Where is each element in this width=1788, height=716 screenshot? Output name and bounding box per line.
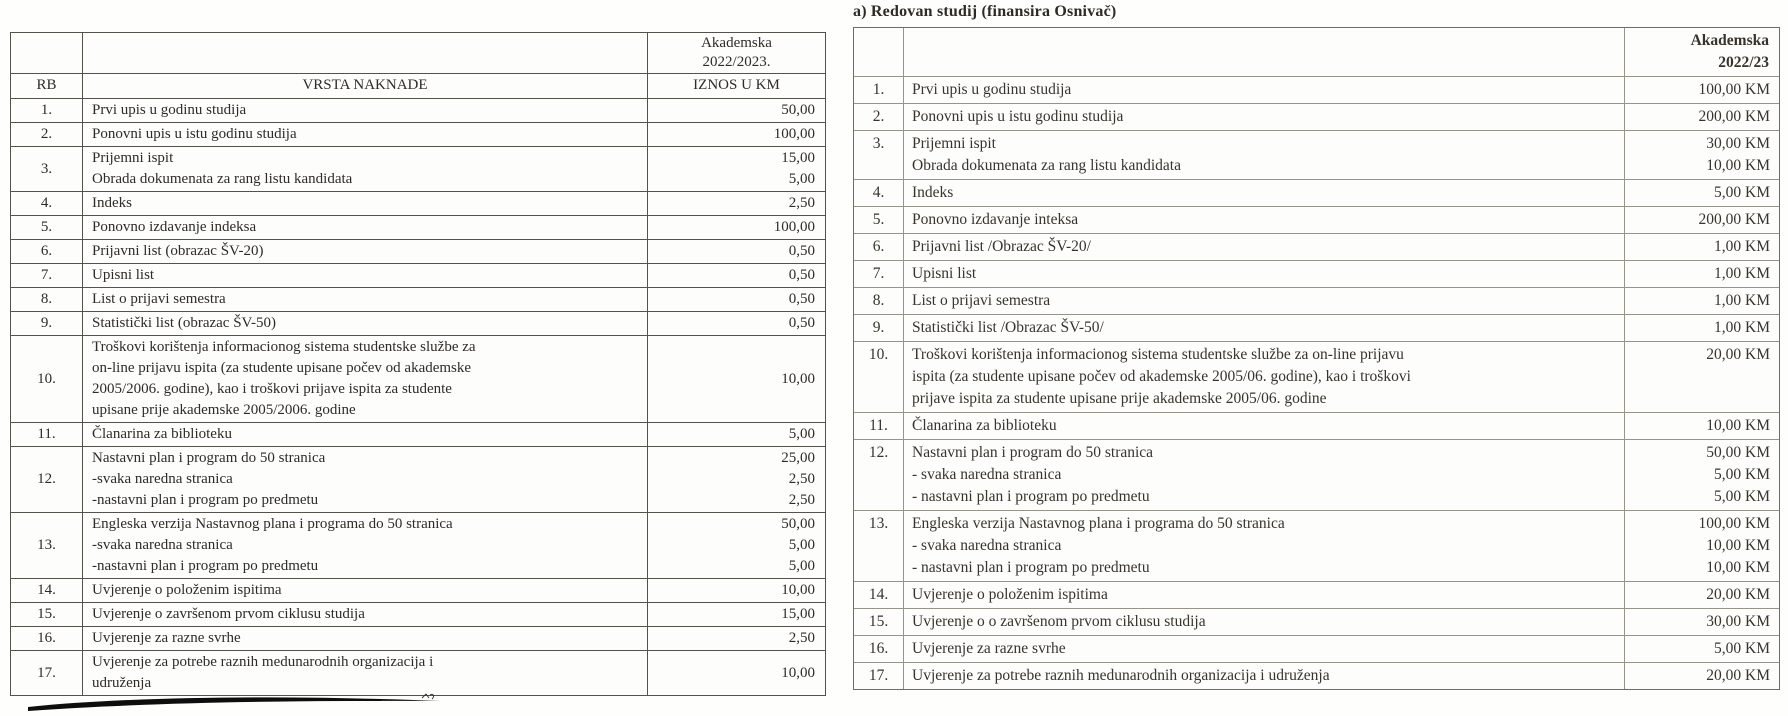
row-number-cell: 7. — [854, 261, 904, 287]
fee-type-line: Ponovno izdavanje indeksa — [92, 219, 257, 235]
fee-type-line: 2005/2006. godine), kao i troškovi prijave ispita za studente — [92, 381, 452, 397]
fee-type-cell — [83, 603, 648, 626]
row-number-cell: 4. — [11, 192, 83, 215]
fee-type-cell — [904, 636, 1625, 662]
table-row — [11, 627, 825, 651]
row-number-cell: 2. — [11, 123, 83, 146]
table-row — [11, 336, 825, 423]
row-number-cell: 16. — [11, 627, 83, 650]
amount-cell — [1625, 440, 1779, 510]
fee-type-line: udruženja — [92, 675, 152, 691]
fee-type-cell — [904, 511, 1625, 581]
table-row — [854, 636, 1779, 663]
amount-line: 30,00 KM — [1706, 135, 1770, 152]
amount-line: 10,00 KM — [1706, 537, 1770, 554]
amount-cell — [648, 216, 825, 239]
amount-cell — [648, 336, 825, 422]
fee-type-cell — [904, 104, 1625, 130]
row-number-cell: 17. — [854, 663, 904, 689]
amount-line: 5,00 KM — [1714, 488, 1770, 505]
amount-cell — [648, 240, 825, 263]
fee-type-cell — [904, 440, 1625, 510]
row-number-cell: 16. — [854, 636, 904, 662]
fee-type-line: Uvjerenje za razne svrhe — [912, 640, 1066, 657]
amount-cell — [1625, 234, 1779, 260]
row-number-cell: 3. — [854, 131, 904, 179]
table-row — [854, 234, 1779, 261]
fee-type-line: Prvi upis u godinu studija — [92, 102, 247, 118]
amount-cell — [1625, 413, 1779, 439]
table-row — [854, 261, 1779, 288]
fee-type-cell — [83, 336, 648, 422]
fee-type-line: List o prijavi semestra — [92, 291, 226, 307]
amount-line: 15,00 — [781, 606, 815, 622]
fee-type-line: Engleska verzija Nastavnog plana i programa do 50 stranica — [912, 515, 1285, 532]
amount-cell — [648, 264, 825, 287]
fee-type-cell — [83, 99, 648, 122]
fee-type-line: ispita (za studente upisane počev od akademske 2005/06. godine), kao i troškovi — [912, 368, 1411, 385]
amount-cell — [648, 99, 825, 122]
empty-header-cell — [854, 28, 904, 76]
fee-type-cell — [83, 627, 648, 650]
amount-cell — [1625, 342, 1779, 412]
amount-line: 50,00 KM — [1706, 444, 1770, 461]
amount-cell — [1625, 180, 1779, 206]
fee-table-right — [853, 27, 1780, 690]
fee-type-cell — [904, 261, 1625, 287]
amount-line: 100,00 — [773, 219, 815, 235]
row-number-cell: 13. — [854, 511, 904, 581]
table-row — [11, 312, 825, 336]
fee-type-line: Prijavni list (obrazac ŠV-20) — [92, 243, 264, 259]
amount-line: 1,00 KM — [1714, 319, 1770, 336]
row-number-cell: 15. — [11, 603, 83, 626]
amount-line: 25,00 — [781, 450, 815, 466]
fee-type-line: Indeks — [912, 184, 954, 201]
amount-line: 200,00 KM — [1698, 211, 1770, 228]
fee-type-cell — [83, 423, 648, 446]
table-row — [11, 216, 825, 240]
amount-line: 5,00 KM — [1714, 184, 1770, 201]
amount-line: 2,50 — [788, 630, 815, 646]
row-number-cell: 6. — [11, 240, 83, 263]
table-row — [854, 413, 1779, 440]
amount-line: 5,00 — [788, 558, 815, 574]
academic-year-line2: 2022/23 — [1718, 54, 1769, 71]
fee-type-line: Troškovi korištenja informacionog sistema studentske službe za on-line prijavu — [912, 346, 1404, 363]
amount-cell — [648, 447, 825, 512]
table-row — [11, 147, 825, 192]
amount-line: 50,00 — [781, 516, 815, 532]
amount-cell — [648, 147, 825, 191]
fee-type-line: Članarina za biblioteku — [912, 417, 1057, 434]
amount-line: 5,00 KM — [1714, 640, 1770, 657]
fee-type-line: Uvjerenje za razne svrhe — [92, 630, 241, 646]
amount-line: 0,50 — [788, 243, 815, 259]
amount-cell — [648, 579, 825, 602]
amount-line: 2,50 — [788, 195, 815, 211]
scan-artifact-swoosh — [24, 692, 454, 714]
amount-line: 30,00 KM — [1706, 613, 1770, 630]
amount-cell — [1625, 288, 1779, 314]
fee-table-left — [10, 32, 826, 696]
row-number-cell: 14. — [11, 579, 83, 602]
amount-line: 10,00 — [781, 582, 815, 598]
amount-line: 10,00 — [781, 370, 815, 387]
left-table-header-year-row — [11, 33, 825, 74]
fee-type-line: List o prijavi semestra — [912, 292, 1051, 309]
row-number-cell: 8. — [854, 288, 904, 314]
row-number-cell: 12. — [854, 440, 904, 510]
amount-cell — [1625, 636, 1779, 662]
fee-type-cell — [904, 234, 1625, 260]
table-row — [11, 123, 825, 147]
row-number-cell: 7. — [11, 264, 83, 287]
table-row — [854, 609, 1779, 636]
row-number-cell: 17. — [11, 651, 83, 695]
amount-cell — [1625, 663, 1779, 689]
row-number-cell: 9. — [11, 312, 83, 335]
fee-type-line: Prijemni ispit — [92, 150, 174, 166]
amount-line: 10,00 — [781, 664, 815, 681]
amount-line: 2,50 — [788, 492, 815, 508]
amount-cell — [648, 627, 825, 650]
amount-cell — [1625, 261, 1779, 287]
row-number-cell: 15. — [854, 609, 904, 635]
amount-line: 5,00 KM — [1714, 466, 1770, 483]
fee-type-cell — [83, 192, 648, 215]
table-row — [854, 207, 1779, 234]
amount-line: 0,50 — [788, 267, 815, 283]
right-table-header-row — [854, 28, 1779, 77]
amount-cell — [1625, 104, 1779, 130]
fee-type-cell — [83, 447, 648, 512]
fee-type-line: Upisni list — [92, 267, 155, 283]
fee-type-line: - nastavni plan i program po predmetu — [912, 559, 1150, 576]
amount-line: 20,00 KM — [1706, 346, 1770, 363]
row-number-cell: 8. — [11, 288, 83, 311]
fee-type-line: -nastavni plan i program po predmetu — [92, 558, 319, 574]
amount-line: 50,00 — [781, 102, 815, 118]
table-row — [854, 342, 1779, 413]
row-number-cell: 10. — [854, 342, 904, 412]
amount-cell — [1625, 207, 1779, 233]
amount-cell — [1625, 511, 1779, 581]
column-header-rb: RB — [11, 74, 83, 98]
fee-type-line: on-line prijavu ispita (za studente upisane počev od akademske — [92, 360, 472, 376]
left-table-header-row — [11, 74, 825, 99]
fee-type-line: Uvjerenje o završenom prvom ciklusu studija — [92, 606, 365, 622]
amount-cell — [648, 123, 825, 146]
amount-line: 0,50 — [788, 291, 815, 307]
amount-line: 20,00 KM — [1706, 667, 1770, 684]
row-number-cell: 13. — [11, 513, 83, 578]
fee-type-line: - svaka naredna stranica — [912, 466, 1062, 483]
fee-type-line: prijave ispita za studente upisane prije akademske 2005/06. godine — [912, 390, 1327, 407]
fee-type-line: upisane prije akademske 2005/2006. godine — [92, 402, 356, 418]
amount-line: 100,00 KM — [1698, 81, 1770, 98]
fee-type-cell — [904, 582, 1625, 608]
row-number-cell: 11. — [11, 423, 83, 446]
empty-header-cell — [83, 33, 648, 73]
left-table-body — [11, 99, 825, 695]
amount-line: 15,00 — [781, 150, 815, 166]
fee-type-cell — [83, 513, 648, 578]
academic-year-header — [648, 33, 825, 73]
fee-type-line: - svaka naredna stranica — [912, 537, 1062, 554]
amount-line: 100,00 — [773, 126, 815, 142]
table-row — [11, 192, 825, 216]
row-number-cell: 10. — [11, 336, 83, 422]
fee-type-cell — [904, 180, 1625, 206]
amount-line: 10,00 KM — [1706, 157, 1770, 174]
fee-type-cell — [83, 240, 648, 263]
empty-header-cell — [904, 28, 1625, 76]
amount-cell — [1625, 609, 1779, 635]
row-number-cell: 1. — [854, 77, 904, 103]
fee-type-line: Članarina za biblioteku — [92, 426, 232, 442]
fee-type-cell — [904, 77, 1625, 103]
fee-type-cell — [83, 312, 648, 335]
table-row — [11, 240, 825, 264]
table-row — [11, 513, 825, 579]
fee-type-cell — [904, 207, 1625, 233]
amount-cell — [1625, 77, 1779, 103]
fee-type-cell — [83, 288, 648, 311]
fee-type-line: -nastavni plan i program po predmetu — [92, 492, 319, 508]
fee-type-line: Prijavni list /Obrazac ŠV-20/ — [912, 238, 1091, 255]
table-row — [11, 603, 825, 627]
amount-cell — [648, 651, 825, 695]
row-number-cell: 4. — [854, 180, 904, 206]
right-table-body — [854, 77, 1779, 689]
column-header-amount: IZNOS U KM — [693, 77, 780, 93]
fee-type-cell — [83, 123, 648, 146]
empty-header-cell — [11, 33, 83, 73]
fee-type-line: Nastavni plan i program do 50 stranica — [912, 444, 1154, 461]
column-header-fee-type: VRSTA NAKNADE — [83, 74, 648, 98]
amount-line: 0,50 — [788, 315, 815, 331]
table-row — [11, 423, 825, 447]
fee-type-cell — [904, 342, 1625, 412]
table-row — [854, 131, 1779, 180]
amount-line: 5,00 — [788, 426, 815, 442]
fee-type-line: Obrada dokumenata za rang listu kandidata — [92, 171, 353, 187]
table-row — [11, 447, 825, 513]
table-row — [854, 663, 1779, 689]
row-number-cell: 1. — [11, 99, 83, 122]
fee-type-line: Statistički list /Obrazac ŠV-50/ — [912, 319, 1104, 336]
fee-type-cell — [904, 315, 1625, 341]
row-number-cell: 11. — [854, 413, 904, 439]
fee-type-line: - nastavni plan i program po predmetu — [912, 488, 1150, 505]
table-row — [11, 579, 825, 603]
row-number-cell: 5. — [11, 216, 83, 239]
table-row — [854, 180, 1779, 207]
amount-cell — [1625, 131, 1779, 179]
fee-type-line: Prijemni ispit — [912, 135, 996, 152]
table-row — [854, 440, 1779, 511]
row-number-cell: 9. — [854, 315, 904, 341]
fee-type-line: Ponovni upis u istu godinu studija — [912, 108, 1124, 125]
fee-type-line: Troškovi korištenja informacionog sistema studentske službe za — [92, 339, 476, 355]
amount-line: 10,00 KM — [1706, 417, 1770, 434]
fee-type-cell — [83, 147, 648, 191]
amount-line: 1,00 KM — [1714, 292, 1770, 309]
row-number-cell: 14. — [854, 582, 904, 608]
row-number-cell: 2. — [854, 104, 904, 130]
right-table-title: a) Redovan studij (finansira Osnivač) — [853, 3, 1117, 20]
fee-type-line: Uvjerenje o položenim ispitima — [92, 582, 282, 598]
table-row — [11, 288, 825, 312]
amount-line: 5,00 — [788, 171, 815, 187]
amount-line: 10,00 KM — [1706, 559, 1770, 576]
amount-cell — [1625, 315, 1779, 341]
table-row — [854, 511, 1779, 582]
row-number-cell: 3. — [11, 147, 83, 191]
amount-cell — [648, 513, 825, 578]
fee-type-line: Uvjerenje o o završenom prvom ciklusu studija — [912, 613, 1206, 630]
fee-type-cell — [83, 216, 648, 239]
row-number-cell: 5. — [854, 207, 904, 233]
fee-type-cell — [904, 288, 1625, 314]
fee-type-cell — [904, 413, 1625, 439]
amount-line: 20,00 KM — [1706, 586, 1770, 603]
fee-type-line: Engleska verzija Nastavnog plana i programa do 50 stranica — [92, 516, 453, 532]
table-row — [11, 651, 825, 695]
fee-type-line: Uvjerenje za potrebe raznih medunarodnih organizacija i — [92, 654, 434, 670]
fee-type-line: Ponovno izdavanje inteksa — [912, 211, 1079, 228]
fee-type-line: Upisni list — [912, 265, 977, 282]
amount-line: 1,00 KM — [1714, 238, 1770, 255]
amount-line: 100,00 KM — [1698, 515, 1770, 532]
academic-year-line1: Akademska — [701, 35, 772, 51]
fee-type-line: Uvjerenje o položenim ispitima — [912, 586, 1108, 603]
amount-line: 5,00 — [788, 537, 815, 553]
table-row — [854, 104, 1779, 131]
fee-type-line: Nastavni plan i program do 50 stranica — [92, 450, 326, 466]
fee-type-cell — [904, 131, 1625, 179]
table-row — [854, 582, 1779, 609]
fee-type-line: Prvi upis u godinu studija — [912, 81, 1072, 98]
row-number-cell: 12. — [11, 447, 83, 512]
fee-type-line: -svaka naredna stranica — [92, 471, 233, 487]
amount-line: 2,50 — [788, 471, 815, 487]
fee-type-line: Statistički list (obrazac ŠV-50) — [92, 315, 276, 331]
table-row — [854, 77, 1779, 104]
fee-type-line: -svaka naredna stranica — [92, 537, 233, 553]
fee-type-line: Indeks — [92, 195, 132, 211]
amount-cell — [648, 288, 825, 311]
academic-year-line1: Akademska — [1690, 32, 1769, 49]
fee-type-line: Ponovni upis u istu godinu studija — [92, 126, 297, 142]
fee-type-cell — [83, 579, 648, 602]
academic-year-header — [1625, 28, 1779, 76]
amount-cell — [648, 603, 825, 626]
amount-cell — [648, 192, 825, 215]
fee-type-line: Uvjerenje za potrebe raznih medunarodnih organizacija i udruženja — [912, 667, 1330, 684]
amount-cell — [1625, 582, 1779, 608]
table-row — [854, 315, 1779, 342]
amount-line: 1,00 KM — [1714, 265, 1770, 282]
fee-type-cell — [904, 663, 1625, 689]
fee-type-cell — [83, 651, 648, 695]
amount-cell — [648, 423, 825, 446]
fee-type-line: Obrada dokumenata za rang listu kandidata — [912, 157, 1181, 174]
table-row — [11, 264, 825, 288]
academic-year-line2: 2022/2023. — [702, 54, 771, 70]
fee-type-cell — [904, 609, 1625, 635]
fee-type-cell — [83, 264, 648, 287]
row-number-cell: 6. — [854, 234, 904, 260]
table-row — [854, 288, 1779, 315]
amount-cell — [648, 312, 825, 335]
table-row — [11, 99, 825, 123]
amount-line: 200,00 KM — [1698, 108, 1770, 125]
